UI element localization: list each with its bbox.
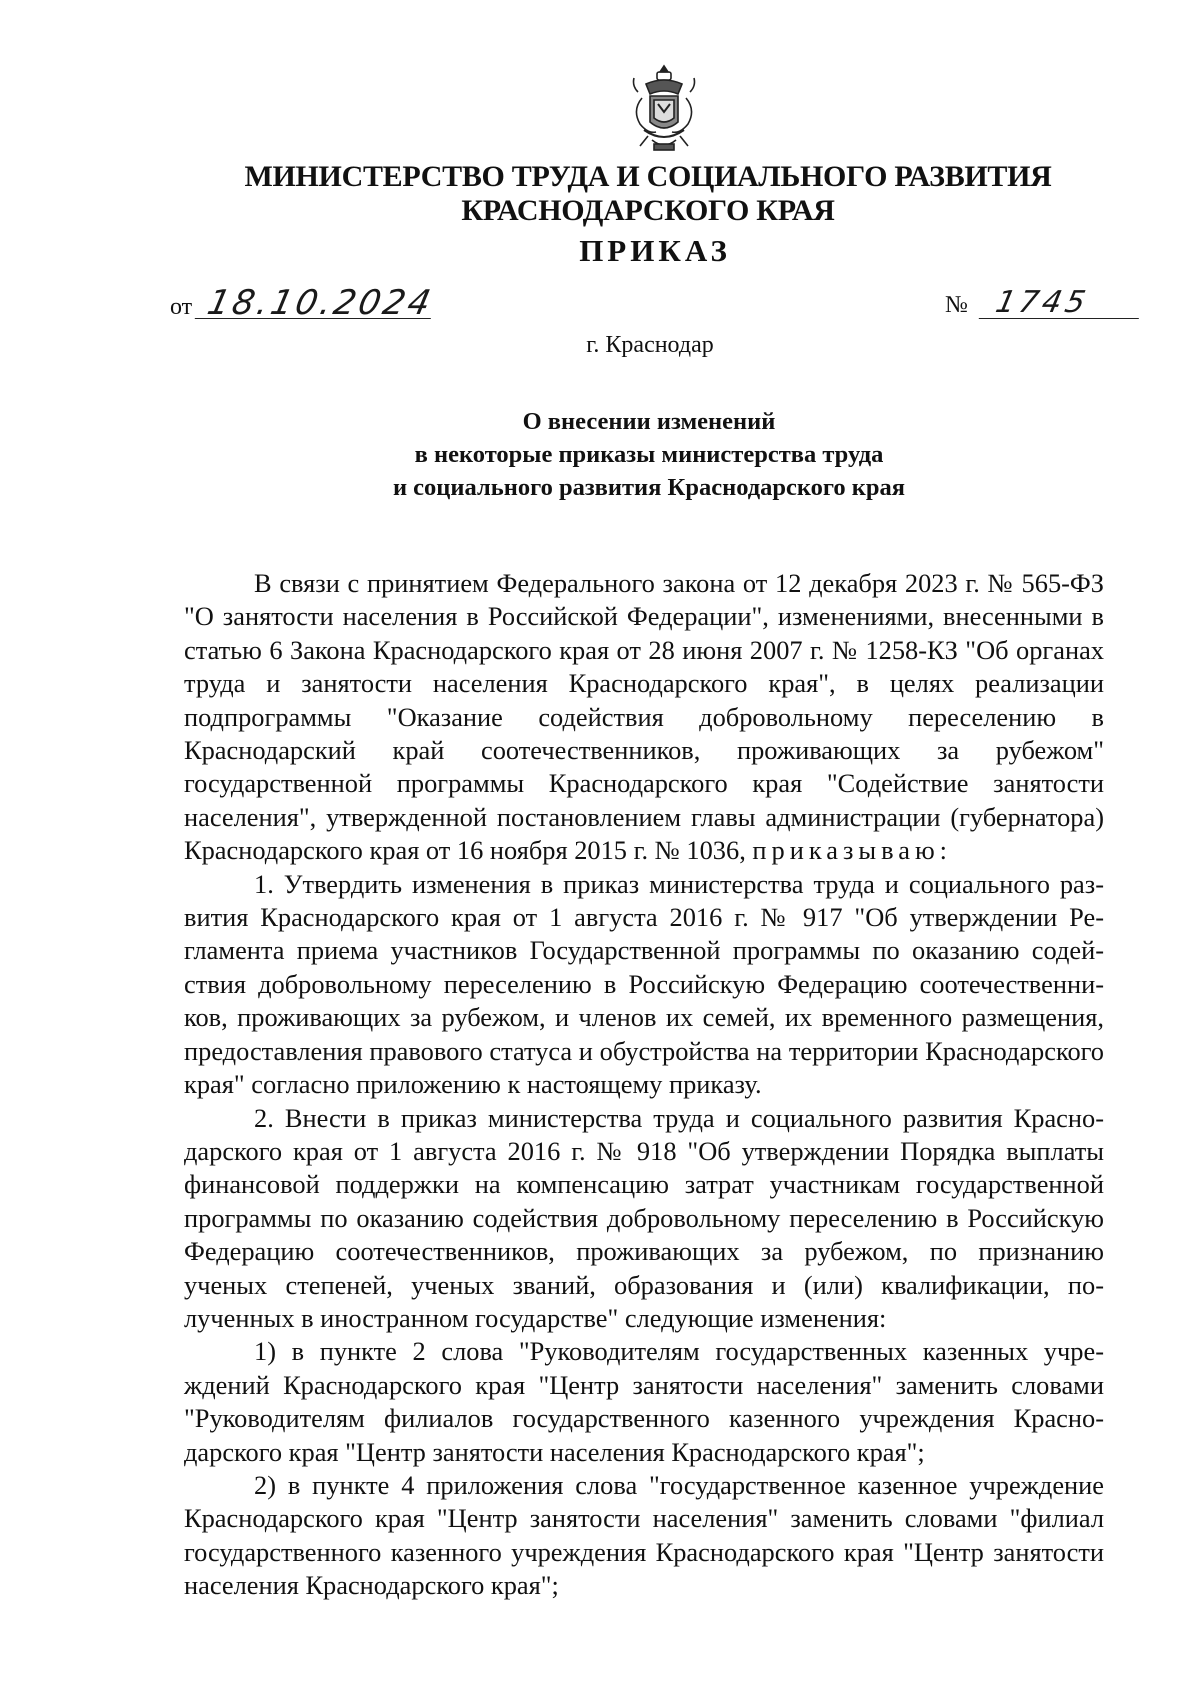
subject-line-3: и социального развития Краснодарского края [392,474,906,501]
subject-line-2: в некоторые приказы министерства труда [414,441,884,468]
document-body [184,567,1104,1603]
city [0,332,1200,359]
number-field [945,285,1142,320]
ministry-line-1: МИНИСТЕРСТВО ТРУДА И СОЦИАЛЬНОГО РАЗВИТИЯ [244,160,1052,193]
document-type [0,233,1200,269]
document-subject [0,405,1200,504]
ministry-name [0,160,1200,228]
document-type-label: ПРИКАЗ [579,233,731,268]
subject-line-1: О внесении изменений [522,408,776,435]
order-word: приказываю: [752,835,953,866]
paragraph-subitem-1: 1) в пункте 2 слова "Руководителям государственных казенных учреждений Краснодарского края "Центр занятости населения" заменить словами "Руководителям филиалов государственного казенного учреждения Краснодарского края "Центр занятости населения Краснодарского края"; [184,1336,1104,1467]
paragraph-preamble [184,567,1104,868]
city-label: г. Краснодар [586,332,714,358]
date-handwritten: 18.10.2024 [195,288,438,319]
coat-of-arms-icon [624,62,704,156]
paragraph-subitem-2: 2) в пункте 4 приложения слова "государственное казенное учреждение Краснодарского края "Центр занятости населения" заменить словами "филиал государственного казенного учреждения Краснодарского края "Центр занятости населения Краснодарского края"; [184,1469,1104,1601]
number-prefix: № [945,292,968,318]
paragraph-item-1: 1. Утвердить изменения в приказ министерства труда и социального развития Краснодарского края от 1 августа 2016 г. № 917 "Об утверждении Регламента приема участников Государственной программы по оказанию содействия добровольному переселению в Российскую Федерацию соотечественников, проживающих за рубежом, и членов их семей, их временного размещения, предоставления правового статуса и обустройства на территории Краснодарского края" согласно приложению к настоящему приказу. [184,868,1104,1100]
number-handwritten: 1745 [979,288,1146,319]
ministry-line-2: КРАСНОДАРСКОГО КРАЯ [461,194,835,227]
paragraph-item-2: 2. Внести в приказ министерства труда и социального развития Краснодарского края от 1 августа 2016 г. № 918 "Об утверждении Порядка выплаты финансовой поддержки на компенсацию затрат участникам государственной программы по оказанию содействия добровольному переселению в Российскую Федерацию соотечественников, проживающих за рубежом, по признанию ученых степеней, ученых званий, образования и (или) квалификации, полученных в иностранном государстве" следующие изменения: [184,1102,1104,1333]
date-field [170,283,438,323]
date-prefix: от [170,294,193,320]
preamble-text: В связи с принятием Федерального закона от 12 декабря 2023 г. № 565-ФЗ "О занятости населения в Российской Федерации", изменениями, внесенными в статью 6 Закона Краснодарского края от 28 июня 2007 г. № 1258-КЗ "Об органах труда и занятости населения Краснодарского края", в целях реализации подпрограммы "Оказание содействия добровольному переселению в Краснодарский край соотечественников, проживающих за рубежом" государственной программы Краснодарского края "Содействие занятости населения", утвержденной постановлением главы администрации (губернатора) Краснодарского края от 16 ноября 2015 г. № 1036, [184,568,1104,866]
